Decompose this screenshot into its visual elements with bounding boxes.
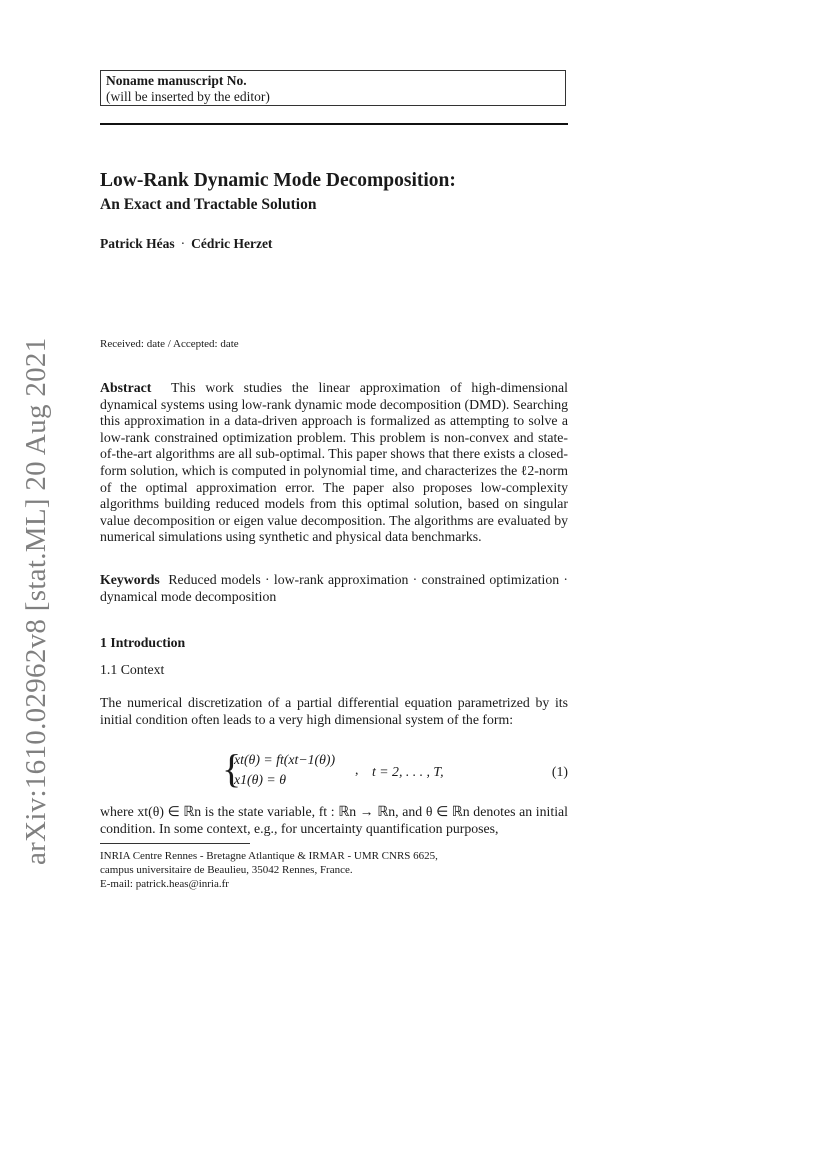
state-variable-paragraph: where xt(θ) ∈ ℝn is the state variable, ft : ℝn → ℝn, and θ ∈ ℝn denotes an initial condition. In some context, e.g., for uncertainty quantification purposes, xyxy=(100,804,568,836)
footnote-rule xyxy=(100,843,250,844)
equation-line-2: x1(θ) = θ xyxy=(234,772,286,787)
section-heading: 1 Introduction xyxy=(100,635,186,650)
equation-range: t = 2, . . . , T, xyxy=(372,764,444,779)
received-date: Received: date / Accepted: date xyxy=(100,338,239,350)
authors xyxy=(100,236,272,252)
affiliation-footnote xyxy=(100,849,438,891)
subsection-heading: 1.1 Context xyxy=(100,662,165,677)
abstract-text: This work studies the linear approximation of high-dimensional dynamical systems using low-rank dynamic mode decomposition (DMD). Searching this approximation in a data-driven approach is formalized as attempting to solve a low-rank constrained optimization problem. This problem is non-convex and state-of-the-art algorithms are all sub-optimal. This paper shows that there exists a closed-form solution, which is computed in polynomial time, and characterizes the ℓ2-norm of the optimal approximation error. The paper also proposes low-complexity algorithms building reduced models from this optimal solution, based on singular value decomposition or eigen value decomposition. The algorithms are evaluated by numerical simulations using synthetic and physical data benchmarks. xyxy=(100,380,568,545)
author-2: Cédric Herzet xyxy=(191,236,273,251)
equation-line-1: xt(θ) = ft(xt−1(θ)) xyxy=(234,752,336,767)
author-1: Patrick Héas xyxy=(100,236,175,251)
abstract xyxy=(100,380,568,546)
equation-number: (1) xyxy=(551,764,568,779)
abstract-label: Abstract xyxy=(100,380,152,395)
keywords-label: Keywords xyxy=(100,572,160,587)
manuscript-number: Noname manuscript No. xyxy=(106,73,247,88)
manuscript-box xyxy=(100,70,566,106)
equation-brace: { xyxy=(222,746,242,791)
affiliation-line-1: INRIA Centre Rennes - Bretagne Atlantique & IRMAR - UMR CNRS 6625, xyxy=(100,850,438,862)
intro-paragraph: The numerical discretization of a partial differential equation parametrized by its initial condition often leads to a very high dimensional system of the form: xyxy=(100,695,568,727)
author-separator: · xyxy=(180,236,186,251)
keywords xyxy=(100,572,568,605)
paper-title: Low-Rank Dynamic Mode Decomposition: xyxy=(100,170,456,191)
arxiv-stamp: arXiv:1610.02962v8 [stat.ML] 20 Aug 2021 xyxy=(20,337,52,865)
keywords-text: Reduced models · low-rank approximation · constrained optimization · dynamical mode decomposition xyxy=(100,572,568,604)
affiliation-line-2: campus universitaire de Beaulieu, 35042 Rennes, France. xyxy=(100,864,353,876)
email-line: E-mail: patrick.heas@inria.fr xyxy=(100,878,229,890)
editor-note: (will be inserted by the editor) xyxy=(106,89,270,104)
equation-comma: , xyxy=(355,762,359,777)
equation-1 xyxy=(222,746,568,794)
header-rule xyxy=(100,123,568,125)
paper-subtitle: An Exact and Tractable Solution xyxy=(100,196,317,213)
